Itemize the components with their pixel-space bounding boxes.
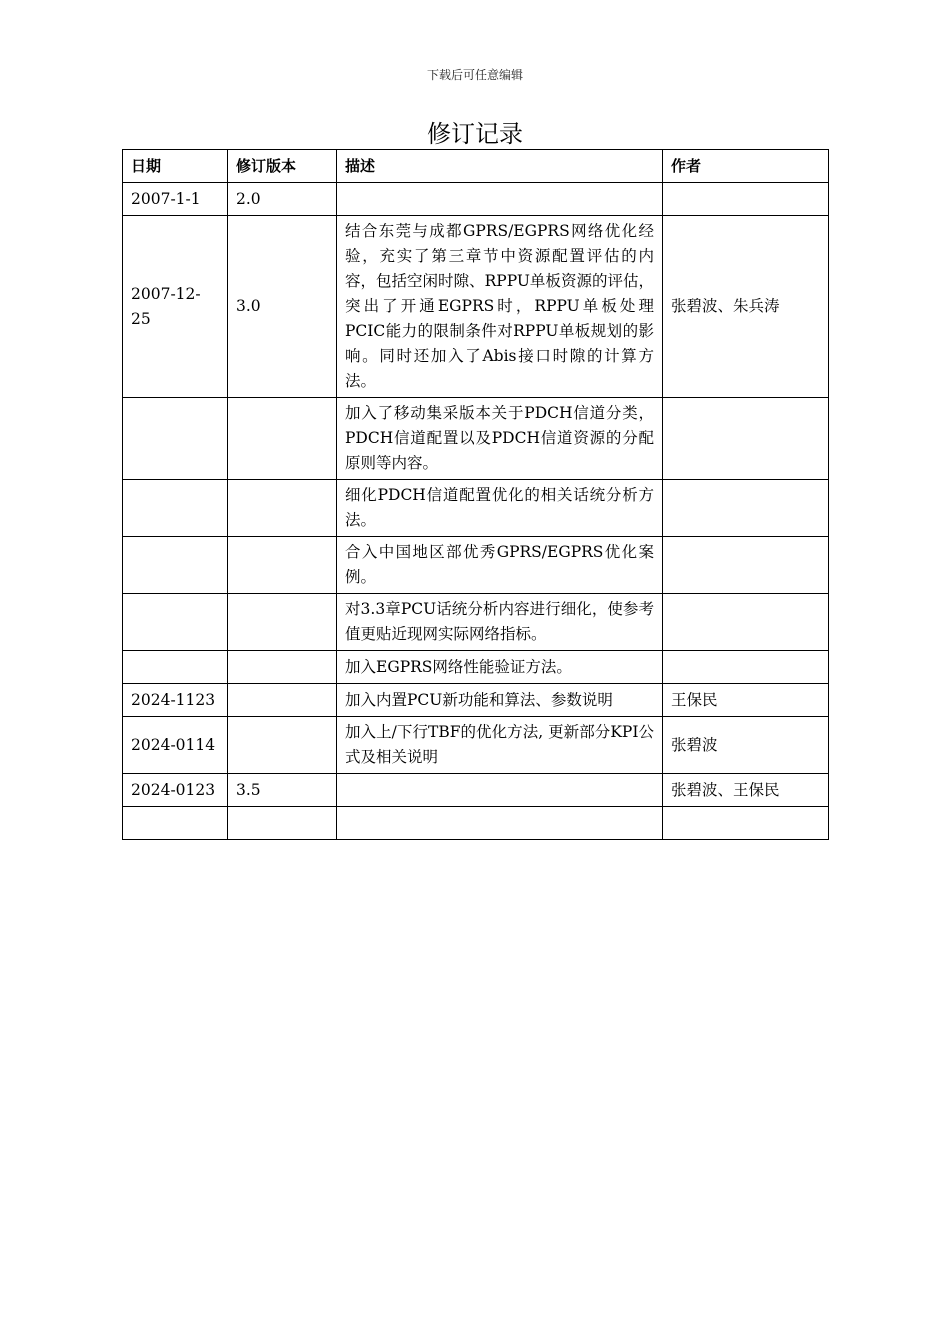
cell-description bbox=[337, 807, 663, 840]
cell-description: 加入EGPRS网络性能验证方法。 bbox=[337, 651, 663, 684]
cell-version bbox=[228, 651, 337, 684]
cell-date bbox=[123, 398, 228, 480]
cell-date bbox=[123, 651, 228, 684]
cell-author bbox=[663, 537, 829, 594]
cell-author bbox=[663, 807, 829, 840]
column-header-date: 日期 bbox=[123, 150, 228, 183]
table-row bbox=[123, 651, 829, 684]
cell-description: 加入了移动集采版本关于PDCH信道分类，PDCH信道配置以及PDCH信道资源的分配原则等内容。 bbox=[337, 398, 663, 480]
table-row bbox=[123, 774, 829, 807]
cell-description: 对3.3章PCU话统分析内容进行细化，使参考值更贴近现网实际网络指标。 bbox=[337, 594, 663, 651]
cell-author: 张碧波、朱兵涛 bbox=[663, 216, 829, 398]
table-row bbox=[123, 807, 829, 840]
table-row bbox=[123, 216, 829, 398]
cell-version: 3.0 bbox=[228, 216, 337, 398]
cell-author: 张碧波 bbox=[663, 717, 829, 774]
table-row bbox=[123, 183, 829, 216]
cell-author bbox=[663, 398, 829, 480]
cell-date: 2024-0123 bbox=[123, 774, 228, 807]
cell-date bbox=[123, 594, 228, 651]
cell-author bbox=[663, 480, 829, 537]
header-note: 下载后可任意编辑 bbox=[426, 68, 523, 82]
cell-version bbox=[228, 684, 337, 717]
cell-author: 王保民 bbox=[663, 684, 829, 717]
cell-author bbox=[663, 594, 829, 651]
cell-description bbox=[337, 774, 663, 807]
document-title: 修订记录 bbox=[427, 120, 523, 148]
cell-date: 2007-1-1 bbox=[123, 183, 228, 216]
cell-version: 3.5 bbox=[228, 774, 337, 807]
cell-author bbox=[663, 183, 829, 216]
cell-author: 张碧波、王保民 bbox=[663, 774, 829, 807]
table-row bbox=[123, 398, 829, 480]
cell-version bbox=[228, 807, 337, 840]
cell-date: 2007-12-25 bbox=[123, 216, 228, 398]
cell-description: 合入中国地区部优秀GPRS/EGPRS优化案例。 bbox=[337, 537, 663, 594]
cell-date bbox=[123, 537, 228, 594]
column-header-version: 修订版本 bbox=[228, 150, 337, 183]
table-row bbox=[123, 480, 829, 537]
table-header-row bbox=[123, 150, 829, 183]
cell-version bbox=[228, 594, 337, 651]
cell-date: 2024-0114 bbox=[123, 717, 228, 774]
cell-date bbox=[123, 807, 228, 840]
cell-description: 加入上/下行TBF的优化方法, 更新部分KPI公式及相关说明 bbox=[337, 717, 663, 774]
cell-description: 加入内置PCU新功能和算法、参数说明 bbox=[337, 684, 663, 717]
cell-author bbox=[663, 651, 829, 684]
cell-version bbox=[228, 717, 337, 774]
cell-version bbox=[228, 480, 337, 537]
table-row bbox=[123, 717, 829, 774]
table-row bbox=[123, 594, 829, 651]
cell-version bbox=[228, 537, 337, 594]
cell-version: 2.0 bbox=[228, 183, 337, 216]
table-row bbox=[123, 684, 829, 717]
cell-description: 结合东莞与成都GPRS/EGPRS网络优化经验，充实了第三章节中资源配置评估的内容，包括空闲时隙、RPPU单板资源的评估，突出了开通EGPRS时，RPPU单板处理PCIC能力的限制条件对RPPU单板规划的影响。同时还加入了Abis接口时隙的计算方法。 bbox=[337, 216, 663, 398]
cell-description: 细化PDCH信道配置优化的相关话统分析方法。 bbox=[337, 480, 663, 537]
revision-table bbox=[122, 149, 829, 840]
cell-description bbox=[337, 183, 663, 216]
cell-version bbox=[228, 398, 337, 480]
cell-date: 2024-1123 bbox=[123, 684, 228, 717]
table-row bbox=[123, 537, 829, 594]
column-header-author: 作者 bbox=[663, 150, 829, 183]
column-header-description: 描述 bbox=[337, 150, 663, 183]
cell-date bbox=[123, 480, 228, 537]
